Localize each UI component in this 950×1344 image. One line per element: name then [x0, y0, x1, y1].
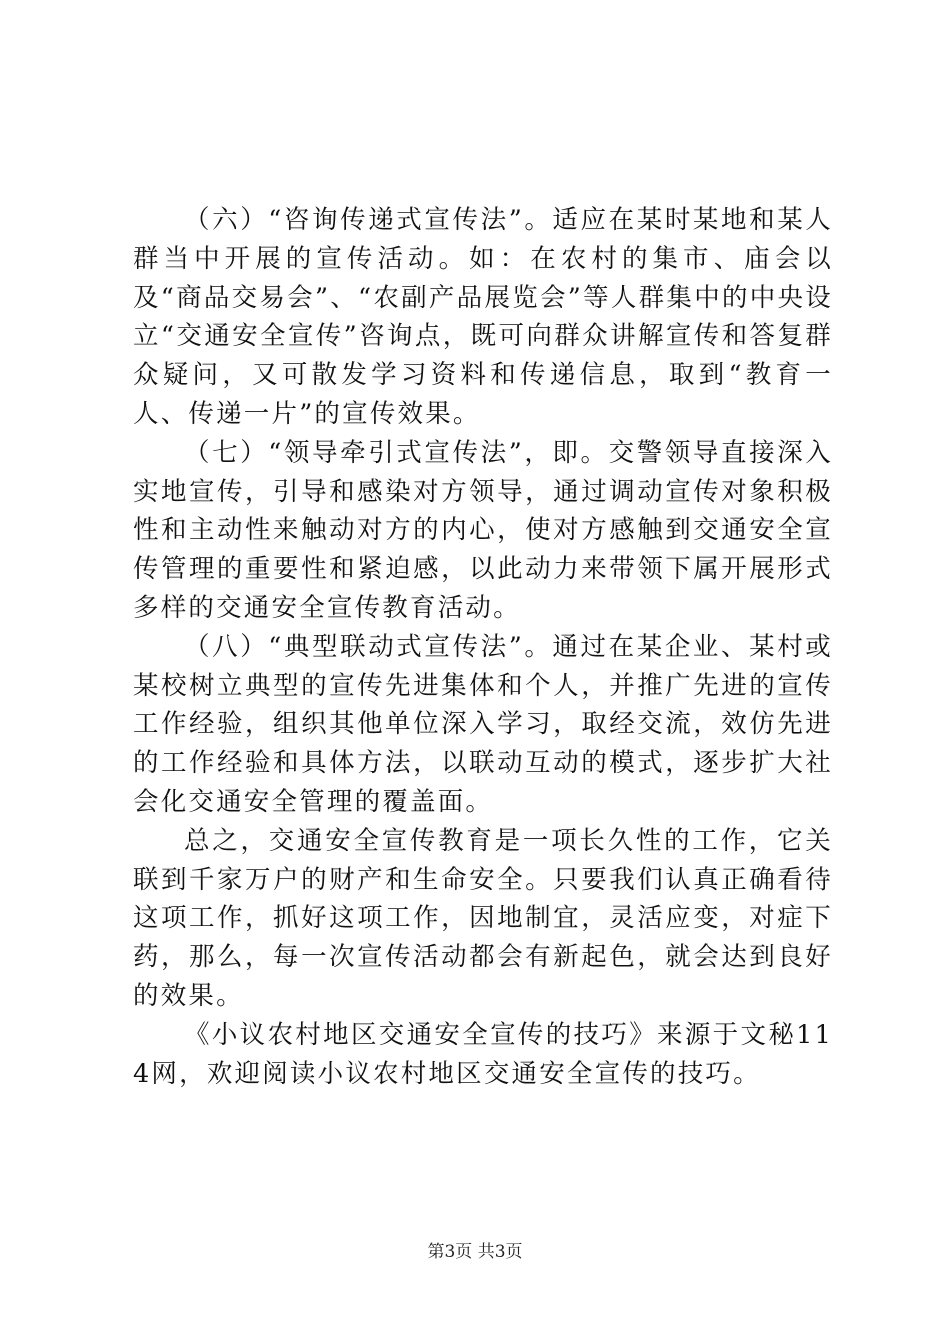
paragraph-source-note: 《小议农村地区交通安全宣传的技巧》来源于文秘114网，欢迎阅读小议农村地区交通安全宣传的技巧。	[133, 1019, 833, 1089]
paragraph-method-six: （六）“咨询传递式宣传法”。适应在某时某地和某人群当中开展的宣传活动。如：在农村的集市、庙会以及“商品交易会”、“农副产品展览会”等人群集中的中央设立“交通安全宣传”咨询点，既可向群众讲解宣传和答复群众疑问，又可散发学习资料和传递信息，取到“教育一人、传递一片”的宣传效果。	[133, 205, 833, 429]
paragraph-method-seven: （七）“领导牵引式宣传法”，即。交警领导直接深入实地宣传，引导和感染对方领导，通过调动宣传对象积极性和主动性来触动对方的内心，使对方感触到交通安全宣传管理的重要性和紧迫感，以此动力来带领下属开展形式多样的交通安全宣传教育活动。	[133, 437, 833, 623]
page-number-label: 第3页 共3页	[427, 1242, 523, 1262]
page-footer	[0, 1241, 950, 1263]
paragraph-conclusion: 总之，交通安全宣传教育是一项长久性的工作，它关联到千家万户的财产和生命安全。只要我们认真正确看待这项工作，抓好这项工作，因地制宜，灵活应变，对症下药，那么，每一次宣传活动都会有新起色，就会达到良好的效果。	[133, 825, 833, 1011]
document-body	[133, 201, 833, 1093]
paragraph-method-eight: （八）“典型联动式宣传法”。通过在某企业、某村或某校树立典型的宣传先进集体和个人，并推广先进的宣传工作经验，组织其他单位深入学习，取经交流，效仿先进的工作经验和具体方法，以联动互动的模式，逐步扩大社会化交通安全管理的覆盖面。	[133, 631, 833, 817]
